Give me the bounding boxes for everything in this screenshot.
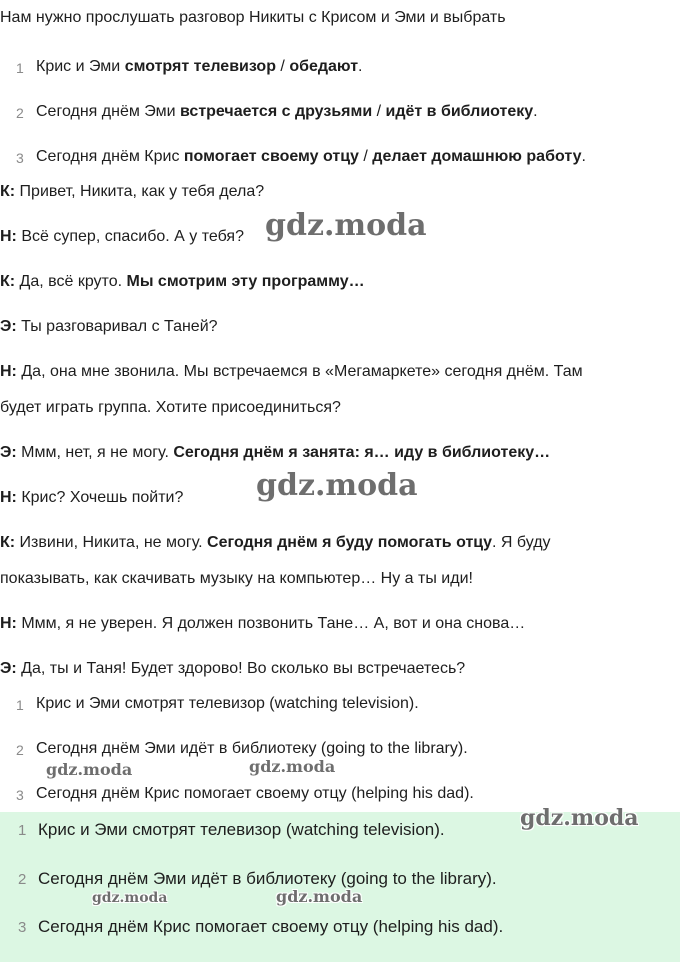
dialogue-text: . Я буду: [492, 534, 551, 551]
answer-number: 1: [16, 697, 24, 713]
task-separator: /: [372, 103, 386, 120]
dialogue-line: [0, 397, 341, 419]
dialogue-text: Извини, Никита, не могу.: [15, 534, 208, 551]
dialogue-text: Да, она мне звонила. Мы встречаемся в «Мегамаркете» сегодня днём. Там: [16, 363, 583, 380]
dialogue-text: Да, всё круто.: [15, 273, 127, 290]
task-option-b: обедают: [289, 58, 359, 75]
task-separator: /: [275, 58, 290, 75]
task-option-b: идёт в библиотеку: [385, 103, 534, 120]
dialogue-line: [0, 316, 218, 338]
dialogue-line: [0, 532, 551, 554]
dialogue-text: Привет, Никита, как у тебя дела?: [15, 183, 265, 200]
task-separator: /: [358, 148, 373, 165]
dialogue-bold: Сегодня днём я занята: я… иду в библиотеку…: [173, 444, 551, 461]
task-option-b: делает домашнюю работу: [372, 148, 582, 165]
speaker-label: К:: [0, 273, 16, 290]
dialogue-line: [0, 658, 465, 680]
speaker-label: Э:: [0, 318, 17, 335]
task-option-a: встречается с друзьями: [179, 103, 373, 120]
task-text: Сегодня днём Крис: [36, 148, 184, 165]
task-number: 2: [16, 105, 24, 121]
task-item: [36, 56, 362, 78]
watermark-logo: gdz.moda: [265, 208, 427, 243]
dialogue-text: Да, ты и Таня! Будет здорово! Во сколько вы встречаетесь?: [16, 660, 466, 677]
dialogue-text: Крис? Хочешь пойти?: [16, 489, 184, 506]
intro-text: Нам нужно прослушать разговор Никиты с Крисом и Эми и выбрать: [0, 9, 506, 26]
dialogue-text: показывать, как скачивать музыку на компьютер… Ну а ты иди!: [0, 570, 473, 587]
speaker-label: Н:: [0, 363, 17, 380]
task-end: .: [358, 58, 363, 75]
dialogue-line: [0, 487, 183, 509]
speaker-label: Н:: [0, 228, 17, 245]
dialogue-line: [0, 361, 583, 383]
dialogue-line: [0, 568, 473, 590]
watermark-logo: gdz.moda: [520, 805, 639, 831]
task-item: [36, 146, 586, 168]
watermark-logo: gdz.moda: [276, 887, 363, 906]
speaker-label: Э:: [0, 660, 17, 677]
answer-number: 1: [18, 822, 27, 839]
answer-number: 3: [18, 919, 27, 936]
task-text: Крис и Эми: [36, 58, 125, 75]
dialogue-text: Всё супер, спасибо. А у тебя?: [16, 228, 244, 245]
task-number: 3: [16, 150, 24, 166]
watermark-logo: gdz.moda: [249, 757, 336, 776]
dialogue-line: [0, 271, 365, 293]
answer-number: 3: [16, 787, 24, 803]
speaker-label: К:: [0, 183, 16, 200]
watermark-logo: gdz.moda: [92, 890, 168, 906]
task-number: 1: [16, 60, 24, 76]
dialogue-bold: Мы смотрим эту программу…: [126, 273, 365, 290]
answer-number: 2: [18, 871, 27, 888]
task-option-a: помогает своему отцу: [183, 148, 359, 165]
task-end: .: [581, 148, 586, 165]
speaker-label: Н:: [0, 615, 17, 632]
answer-item: Сегодня днём Крис помогает своему отцу (helping his dad).: [38, 917, 504, 936]
dialogue-text: Ммм, я не уверен. Я должен позвонить Тане… А, вот и она снова…: [16, 615, 526, 632]
task-end: .: [533, 103, 538, 120]
dialogue-bold: Сегодня днём я буду помогать отцу: [207, 534, 493, 551]
speaker-label: Н:: [0, 489, 17, 506]
dialogue-line: [0, 181, 264, 203]
task-item: [36, 101, 538, 123]
watermark-logo: gdz.moda: [46, 760, 133, 779]
answer-item: Сегодня днём Эми идёт в библиотеку (going to the library).: [36, 740, 468, 757]
answer-item: Сегодня днём Крис помогает своему отцу (helping his dad).: [36, 785, 474, 802]
dialogue-text: Ммм, нет, я не могу.: [16, 444, 174, 461]
dialogue-line: [0, 442, 550, 464]
dialogue-line: [0, 226, 244, 248]
dialogue-line: [0, 613, 525, 635]
task-text: Сегодня днём Эми: [36, 103, 180, 120]
speaker-label: К:: [0, 534, 16, 551]
task-option-a: смотрят телевизор: [124, 58, 276, 75]
watermark-logo: gdz.moda: [256, 468, 418, 503]
dialogue-text: Ты разговаривал с Таней?: [16, 318, 218, 335]
answer-item: Крис и Эми смотрят телевизор (watching television).: [36, 695, 419, 712]
answer-number: 2: [16, 742, 24, 758]
dialogue-text: будет играть группа. Хотите присоединиться?: [0, 399, 341, 416]
speaker-label: Э:: [0, 444, 17, 461]
answer-item: Крис и Эми смотрят телевизор (watching television).: [38, 820, 445, 839]
answer-item: Сегодня днём Эми идёт в библиотеку (going to the library).: [38, 869, 497, 888]
